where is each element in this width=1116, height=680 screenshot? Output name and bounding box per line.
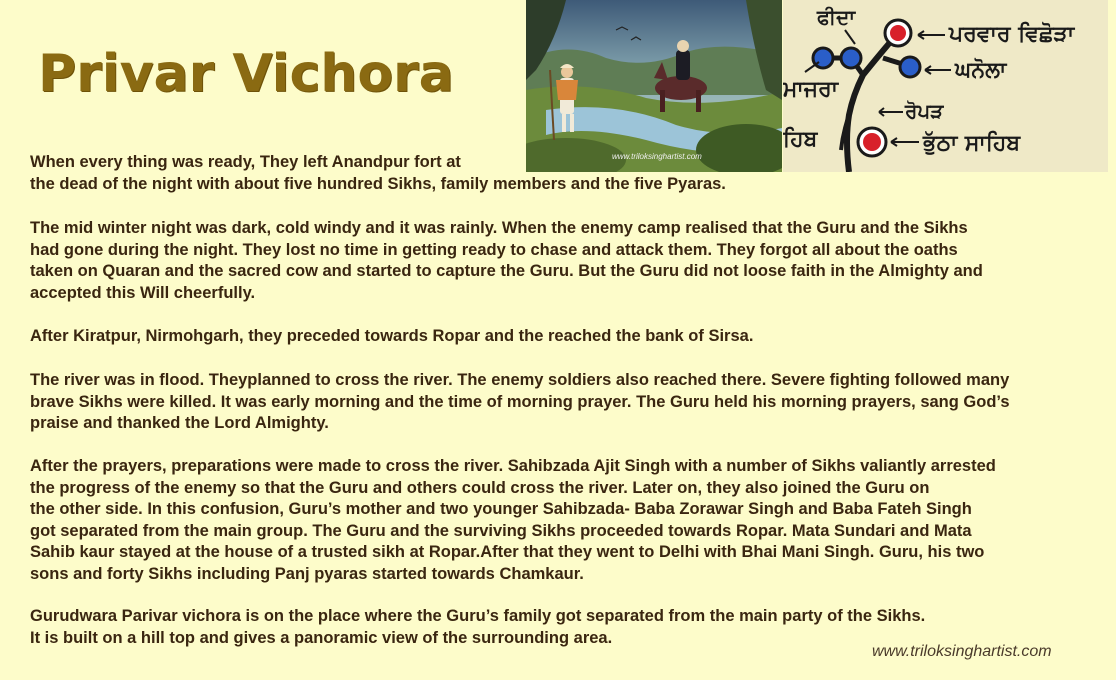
text-line: the progress of the enemy so that the Guru and others could cross the river. Later on, they also joined the Guru on bbox=[30, 478, 930, 497]
label-parvar-vichhora: ਪਰਵਾਰ ਵਿਛੋੜਾ bbox=[949, 22, 1075, 47]
website-credit: www.triloksinghartist.com bbox=[872, 643, 1052, 660]
route-map bbox=[783, 0, 1108, 172]
map-art bbox=[783, 0, 1108, 172]
text-line: had gone during the night. They lost no time in getting ready to chase and attack them. They forgot all about the oaths bbox=[30, 240, 958, 259]
text-line: The river was in flood. Theyplanned to cross the river. The enemy soldiers also reached there. Severe fighting followed many bbox=[30, 371, 1010, 389]
label-phida: ਫੀਦਾ bbox=[817, 5, 856, 29]
text-line: sons and forty Sikhs including Panj pyaras started towards Chamkaur. bbox=[30, 564, 584, 583]
paragraph-departure bbox=[30, 152, 830, 195]
guru-journey-painting bbox=[526, 0, 782, 172]
paragraph-kiratpur bbox=[30, 326, 1030, 348]
paragraph-river-flood bbox=[30, 370, 1115, 435]
text-line: praise and thanked the Lord Almighty. bbox=[30, 414, 329, 432]
text-line: Gurudwara Parivar vichora is on the place where the Guru’s family got separated from the main party of the Sikhs. bbox=[30, 607, 926, 625]
text-line: The mid winter night was dark, cold windy and it was rainly. When the enemy camp realised that the Guru and the Sikhs bbox=[30, 219, 968, 237]
text-line: When every thing was ready, They left Anandpur fort at bbox=[30, 153, 461, 171]
text-line: got separated from the main group. The Guru and the surviving Sikhs proceeded towards Ropar. Mata Sundari and Mata bbox=[30, 521, 972, 540]
page-title: Privar Vichora bbox=[38, 44, 454, 104]
label-ropar: ਰੋਪੜ bbox=[905, 99, 944, 123]
text-line: accepted this Will cheerfully. bbox=[30, 283, 256, 302]
text-line: It is built on a hill top and gives a panoramic view of the surrounding area. bbox=[30, 628, 613, 647]
label-sahib-left: ਹਿਬ bbox=[783, 127, 818, 152]
label-majra: ਮਾਜਰਾ bbox=[783, 77, 839, 102]
text-line: After Kiratpur, Nirmohgarh, they preceded towards Ropar and the reached the bank of Sirsa. bbox=[30, 327, 754, 345]
paragraph-crossing bbox=[30, 456, 1115, 585]
text-line: the dead of the night with about five hundred Sikhs, family members and the five Pyaras. bbox=[30, 174, 726, 193]
label-ghanaula: ਘਨੋਲਾ bbox=[955, 58, 1007, 83]
label-bhatha-sahib: ਭੁੱਠਾ ਸਾਹਿਬ bbox=[923, 131, 1021, 156]
text-line: taken on Quaran and the sacred cow and started to capture the Guru. But the Guru did not loose faith in the Almighty and bbox=[30, 262, 983, 280]
painting-art bbox=[526, 0, 782, 172]
text-line: Sahib kaur stayed at the house of a trusted sikh at Ropar.After that they went to Delhi with Bhai Mani Singh. Guru, his two bbox=[30, 543, 985, 561]
paragraph-winter-night bbox=[30, 218, 1115, 304]
painting-watermark: www.triloksinghartist.com bbox=[612, 152, 702, 161]
text-line: the other side. In this confusion, Guru’s mother and two younger Sahibzada- Baba Zorawar Singh and Baba Fateh Singh bbox=[30, 500, 972, 518]
text-line: After the prayers, preparations were made to cross the river. Sahibzada Ajit Singh with a number of Sikhs valiantly arrested bbox=[30, 457, 996, 475]
text-line: brave Sikhs were killed. It was early morning and the time of morning prayer. The Guru held his morning prayers, sang God’s bbox=[30, 392, 1010, 411]
